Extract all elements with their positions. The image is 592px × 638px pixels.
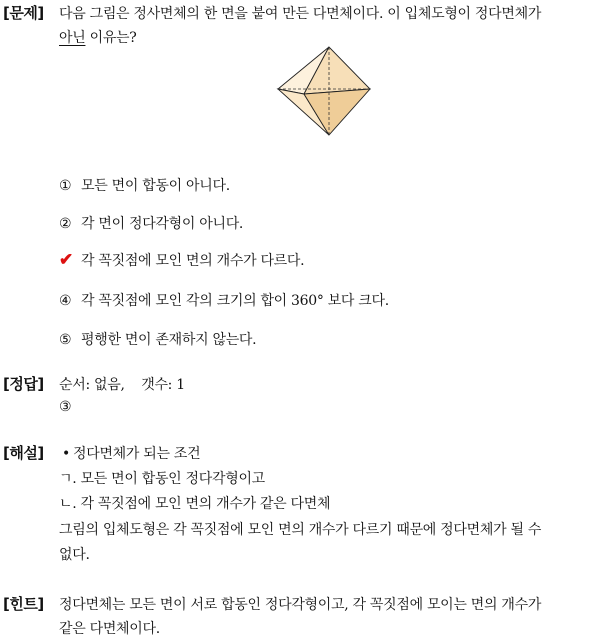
option-4-text: 각 꼭짓점에 모인 각의 크기의 합이 360° 보다 크다. xyxy=(81,293,389,309)
bipyramid-figure xyxy=(274,45,374,137)
explanation-line-5: 없다. xyxy=(59,547,90,563)
option-2-marker: ② xyxy=(59,216,72,232)
hint-line-2: 같은 다면체이다. xyxy=(59,621,160,637)
answer-line-1: 순서: 없음, 갯수: 1 xyxy=(59,377,185,393)
option-2-text: 각 면이 정다각형이 아니다. xyxy=(81,216,244,232)
problem-tag: [문제] xyxy=(3,4,44,22)
underlined-word: 아닌 xyxy=(59,30,86,46)
explanation-line-1 xyxy=(59,443,200,463)
problem-line-1: 다음 그림은 정사면체의 한 면을 붙여 만든 다면체이다. 이 입체도형이 정다면체가 xyxy=(59,6,542,22)
option-5-text: 평행한 면이 존재하지 않는다. xyxy=(81,332,257,348)
option-3-text: 각 꼭짓점에 모인 면의 개수가 다르다. xyxy=(81,253,305,269)
option-1-text: 모든 면이 합동이 아니다. xyxy=(81,178,230,194)
explanation-line-1-text: 정다면체가 되는 조건 xyxy=(73,446,201,462)
option-4-marker: ④ xyxy=(59,293,72,309)
option-4 xyxy=(59,290,389,310)
hint-tag: [힌트] xyxy=(3,595,44,613)
option-2 xyxy=(59,213,243,233)
option-5-marker: ⑤ xyxy=(59,332,72,348)
explanation-tag: [해설] xyxy=(3,444,44,462)
option-5 xyxy=(59,329,256,349)
problem-line-2 xyxy=(59,27,136,47)
explanation-line-4: 그림의 입체도형은 각 꼭짓점에 모인 면의 개수가 다르기 때문에 정다면체가 될 수 xyxy=(59,522,542,538)
check-mark-icon: ✔ xyxy=(59,250,73,270)
answer-tag: [정답] xyxy=(3,375,44,393)
bullet-icon: • xyxy=(62,446,70,462)
problem-line-2-rest: 이유는? xyxy=(85,30,137,46)
option-1-marker: ① xyxy=(59,178,72,194)
option-3 xyxy=(59,250,304,270)
answer-line-2: ③ xyxy=(59,399,72,415)
explanation-line-2: ㄱ. 모든 면이 합동인 정다각형이고 xyxy=(59,471,265,487)
explanation-line-3: ㄴ. 각 꼭짓점에 모인 면의 개수가 같은 다면체 xyxy=(59,496,331,512)
hint-line-1: 정다면체는 모든 면이 서로 합동인 정다각형이고, 각 꼭짓점에 모이는 면의 개수가 xyxy=(59,597,542,613)
option-1 xyxy=(59,175,230,195)
